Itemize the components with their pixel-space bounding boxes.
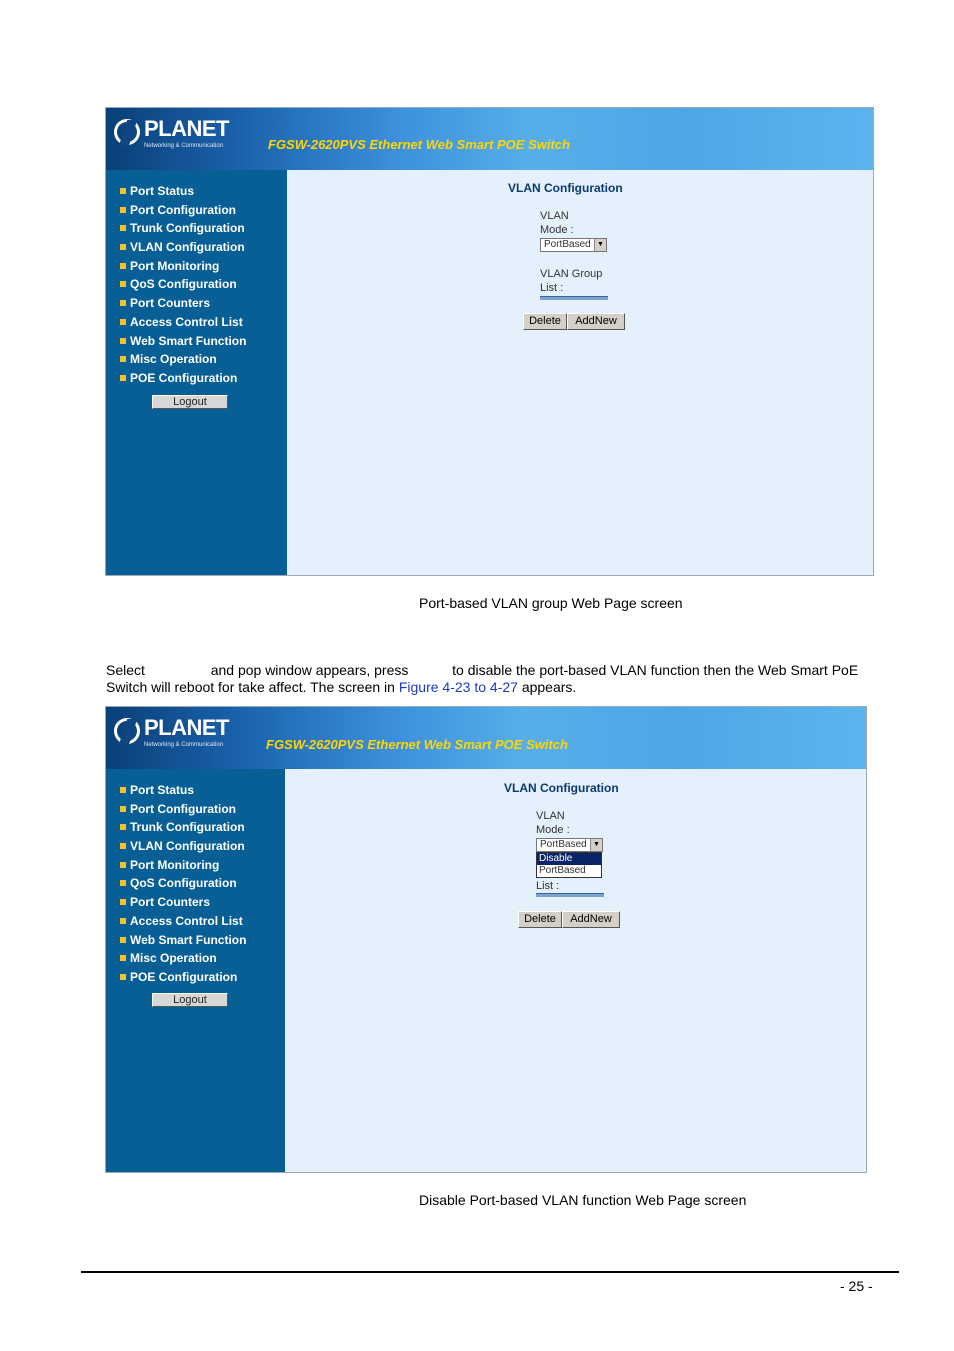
vlan-label: VLAN	[536, 810, 565, 822]
bullet-icon	[120, 974, 126, 980]
bullet-icon	[120, 356, 126, 362]
bullet-icon	[120, 880, 126, 886]
para-end: to disable the port-based VLAN function then the Web Smart PoE	[452, 662, 859, 678]
logo-text: PLANET	[144, 715, 229, 740]
delete-button[interactable]: Delete	[523, 313, 567, 330]
sidebar-item-misc-operation[interactable]: Misc Operation	[120, 350, 287, 369]
screenshot-disable-vlan	[105, 706, 867, 1173]
sidebar-item-port-status[interactable]: Port Status	[120, 182, 287, 201]
list-label: List :	[540, 282, 564, 294]
sidebar-menu	[106, 170, 287, 388]
sidebar-item-port-status[interactable]: Port Status	[120, 781, 285, 800]
addnew-button[interactable]: AddNew	[562, 911, 620, 928]
planet-logo-icon	[114, 119, 140, 145]
instruction-line-2	[106, 679, 576, 696]
logout-button[interactable]: Logout	[152, 993, 228, 1007]
para-mid: and pop window appears, press	[210, 662, 409, 678]
sidebar-item-port-configuration[interactable]: Port Configuration	[120, 800, 285, 819]
content-panel	[285, 769, 866, 1172]
sidebar-item-qos-configuration[interactable]: QoS Configuration	[120, 275, 287, 294]
vlan-mode-select[interactable]	[540, 238, 607, 252]
delete-button[interactable]: Delete	[518, 911, 562, 928]
dropdown-option-portbased[interactable]: PortBased	[539, 865, 586, 876]
vlan-group-listbox[interactable]	[540, 296, 608, 300]
product-title: FGSW-2620PVS Ethernet Web Smart POE Switch	[268, 137, 570, 152]
bullet-icon	[120, 319, 126, 325]
para-line2-start: Switch will reboot for take affect. The screen in	[106, 679, 395, 695]
page-title: VLAN Configuration	[508, 181, 623, 195]
bullet-icon	[120, 375, 126, 381]
header-banner	[106, 707, 866, 769]
bullet-icon	[120, 843, 126, 849]
sidebar-menu	[106, 769, 285, 987]
bullet-icon	[120, 918, 126, 924]
mode-label: Mode :	[540, 224, 574, 236]
sidebar-item-access-control-list[interactable]: Access Control List	[120, 313, 287, 332]
screenshot-port-based-vlan	[105, 107, 874, 576]
planet-logo-icon	[114, 718, 140, 744]
bullet-icon	[120, 300, 126, 306]
logo-text: PLANET	[144, 116, 229, 141]
bullet-icon	[120, 188, 126, 194]
sidebar	[106, 769, 285, 1172]
figure-link[interactable]: Figure 4-23 to 4-27	[398, 679, 518, 695]
dropdown-option-disable[interactable]: Disable	[537, 853, 601, 865]
vlan-group-label: VLAN Group	[540, 268, 603, 280]
vlan-label: VLAN	[540, 210, 569, 222]
sidebar-item-access-control-list[interactable]: Access Control List	[120, 912, 285, 931]
sidebar-item-trunk-configuration[interactable]: Trunk Configuration	[120, 219, 287, 238]
mode-label: Mode :	[536, 824, 570, 836]
bullet-icon	[120, 955, 126, 961]
vlan-group-listbox[interactable]	[536, 893, 604, 897]
sidebar-item-port-counters[interactable]: Port Counters	[120, 893, 285, 912]
content-panel	[287, 170, 873, 575]
para-select: Select	[106, 662, 145, 678]
page-number: - 25 -	[840, 1278, 873, 1294]
page-title: VLAN Configuration	[504, 781, 619, 795]
chevron-down-icon[interactable]: ▼	[594, 239, 606, 251]
addnew-button[interactable]: AddNew	[567, 313, 625, 330]
bullet-icon	[120, 225, 126, 231]
sidebar-item-vlan-configuration[interactable]: VLAN Configuration	[120, 837, 285, 856]
sidebar-item-port-configuration[interactable]: Port Configuration	[120, 201, 287, 220]
logo-subtext: Networking & Communication	[144, 742, 224, 748]
bullet-icon	[120, 281, 126, 287]
logout-button[interactable]: Logout	[152, 395, 228, 409]
chevron-down-icon[interactable]: ▼	[590, 839, 602, 851]
vlan-mode-dropdown[interactable]	[536, 852, 602, 878]
sidebar-item-port-counters[interactable]: Port Counters	[120, 294, 287, 313]
sidebar-item-web-smart-function[interactable]: Web Smart Function	[120, 931, 285, 950]
bullet-icon	[120, 824, 126, 830]
para-line2-end: appears.	[521, 679, 577, 695]
figure-caption-1: Port-based VLAN group Web Page screen	[419, 595, 683, 611]
instruction-line-1	[106, 662, 858, 679]
bullet-icon	[120, 207, 126, 213]
bullet-icon	[120, 937, 126, 943]
sidebar-item-misc-operation[interactable]: Misc Operation	[120, 949, 285, 968]
bullet-icon	[120, 806, 126, 812]
sidebar-item-trunk-configuration[interactable]: Trunk Configuration	[120, 818, 285, 837]
footer-divider	[81, 1271, 899, 1273]
vlan-mode-select[interactable]	[536, 838, 603, 852]
sidebar-item-poe-configuration[interactable]: POE Configuration	[120, 968, 285, 987]
bullet-icon	[120, 263, 126, 269]
header-banner	[106, 108, 873, 170]
product-title: FGSW-2620PVS Ethernet Web Smart POE Switch	[266, 737, 568, 752]
logo-subtext: Networking & Communication	[144, 143, 224, 149]
bullet-icon	[120, 338, 126, 344]
bullet-icon	[120, 899, 126, 905]
sidebar-item-qos-configuration[interactable]: QoS Configuration	[120, 874, 285, 893]
bullet-icon	[120, 787, 126, 793]
planet-logo	[114, 715, 229, 759]
sidebar-item-vlan-configuration[interactable]: VLAN Configuration	[120, 238, 287, 257]
sidebar-item-port-monitoring[interactable]: Port Monitoring	[120, 257, 287, 276]
vlan-mode-value: PortBased	[540, 839, 587, 850]
bullet-icon	[120, 862, 126, 868]
vlan-mode-value: PortBased	[544, 239, 591, 250]
sidebar-item-poe-configuration[interactable]: POE Configuration	[120, 369, 287, 388]
sidebar-item-web-smart-function[interactable]: Web Smart Function	[120, 332, 287, 351]
sidebar-item-port-monitoring[interactable]: Port Monitoring	[120, 856, 285, 875]
list-label: List :	[536, 880, 560, 892]
bullet-icon	[120, 244, 126, 250]
sidebar	[106, 170, 287, 575]
figure-caption-2: Disable Port-based VLAN function Web Page screen	[419, 1192, 747, 1208]
planet-logo	[114, 116, 229, 160]
